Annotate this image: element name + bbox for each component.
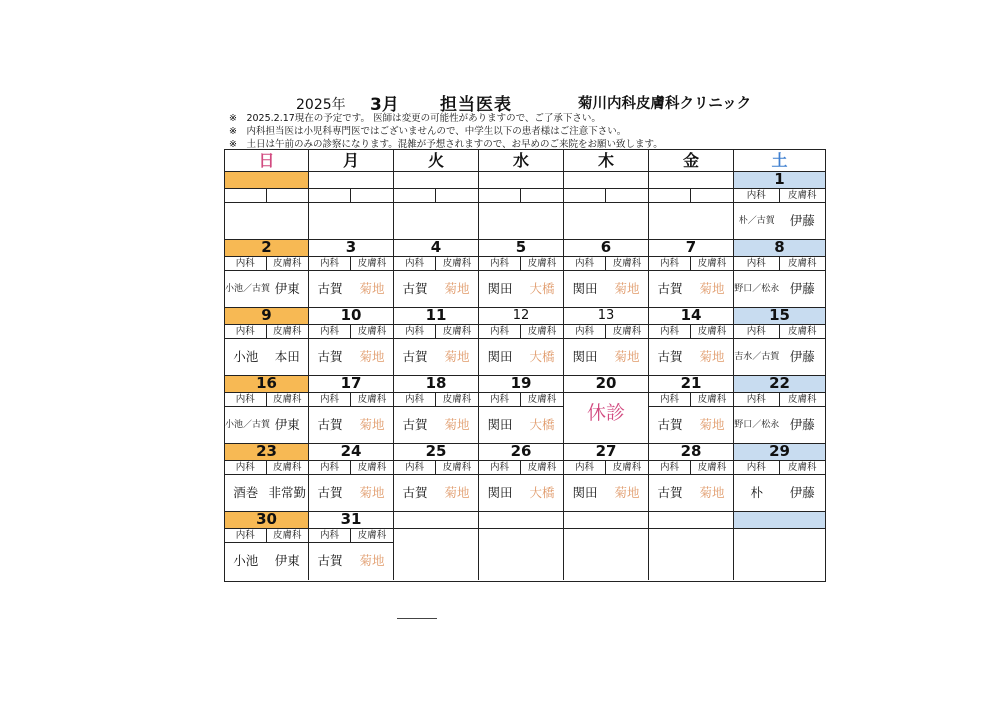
clinic-name: 菊川内科皮膚科クリニック	[578, 96, 752, 112]
doctor-hifu: 菊地	[359, 281, 385, 296]
day-number-bar	[564, 172, 648, 189]
dept-label-hifu: 皮膚科	[691, 257, 733, 271]
day-cell	[649, 308, 734, 376]
day-number: 21	[680, 374, 702, 392]
dept-label-hifu: 皮膚科	[436, 461, 478, 475]
day-cell	[394, 512, 479, 580]
doctor-hifu: 伊藤	[789, 349, 815, 364]
day-cell	[394, 376, 479, 444]
day-cell	[649, 172, 734, 240]
doctor-hifu: 大橋	[529, 417, 555, 432]
day-number: 27	[595, 442, 617, 460]
day-cell	[225, 444, 309, 512]
doctor-naika: 酒巻	[233, 485, 259, 500]
day-number-bar	[225, 512, 308, 529]
day-number-bar	[734, 240, 825, 257]
day-number-bar	[394, 512, 478, 529]
doctor-hifu: 伊藤	[789, 213, 815, 228]
day-number-bar	[479, 308, 563, 325]
day-cell	[649, 240, 734, 308]
dept-label-naika	[309, 189, 351, 203]
dept-label-hifu: 皮膚科	[780, 257, 826, 271]
day-cell	[649, 512, 734, 580]
day-number-bar	[394, 240, 478, 257]
doctor-hifu: 非常勤	[268, 485, 306, 500]
day-number-bar	[564, 376, 648, 393]
holiday-label: 休診	[586, 402, 625, 424]
day-cell	[394, 172, 479, 240]
day-cell	[225, 308, 309, 376]
doctor-naika: 関田	[487, 417, 513, 432]
dept-label-hifu: 皮膚科	[691, 461, 733, 475]
doctor-naika: 小池	[233, 349, 259, 364]
dept-label-hifu	[691, 189, 733, 203]
dept-label-hifu: 皮膚科	[521, 393, 563, 407]
dept-label-naika: 内科	[225, 529, 267, 543]
doctor-naika: 朴	[750, 485, 763, 500]
dept-label-hifu	[606, 189, 648, 203]
day-cell	[225, 172, 309, 240]
day-number-bar	[394, 172, 478, 189]
day-number-bar	[649, 376, 733, 393]
day-cell	[734, 172, 825, 240]
day-number: 8	[774, 238, 785, 256]
day-number: 23	[256, 442, 277, 460]
doctor-naika: 古賀	[657, 485, 683, 500]
day-cell	[649, 376, 734, 444]
day-number: 20	[595, 374, 617, 392]
dept-label-naika: 内科	[734, 461, 780, 475]
day-cell	[479, 444, 564, 512]
doctor-hifu: 菊地	[699, 417, 725, 432]
day-number-bar	[479, 512, 563, 529]
dept-label-naika: 内科	[394, 461, 436, 475]
day-number: 17	[340, 374, 362, 392]
day-cell	[564, 444, 649, 512]
dept-label-hifu	[521, 189, 563, 203]
doctor-naika: 古賀	[317, 417, 343, 432]
dept-label-naika	[394, 189, 436, 203]
dept-label-hifu: 皮膚科	[267, 325, 309, 339]
footer-rule	[397, 618, 437, 619]
weekday-header-sun: 日	[225, 150, 309, 172]
day-cell	[225, 376, 309, 444]
weekday-header-fri: 金	[649, 150, 734, 172]
dept-label-naika: 内科	[479, 257, 521, 271]
day-number: 16	[256, 374, 277, 392]
dept-label-hifu	[267, 189, 309, 203]
day-cell	[649, 444, 734, 512]
dept-label-naika: 内科	[309, 461, 351, 475]
doctor-hifu: 伊東	[274, 417, 300, 432]
day-number-bar	[564, 240, 648, 257]
doctor-naika: 古賀	[317, 485, 343, 500]
dept-label-hifu: 皮膚科	[267, 461, 309, 475]
doctor-naika: 関田	[487, 349, 513, 364]
dept-label-naika	[479, 189, 521, 203]
doctor-hifu: 菊地	[614, 349, 640, 364]
doctor-hifu: 大橋	[529, 485, 555, 500]
day-number-bar	[225, 240, 308, 257]
day-number-bar	[309, 376, 393, 393]
weekday-header-wed: 水	[479, 150, 564, 172]
day-number-bar	[309, 172, 393, 189]
doctor-naika: 野口／松永	[734, 420, 780, 430]
doctor-hifu: 伊藤	[789, 417, 815, 432]
doctor-hifu: 菊地	[359, 349, 385, 364]
week-row	[225, 308, 825, 376]
day-number: 19	[510, 374, 532, 392]
doctor-naika: 古賀	[657, 281, 683, 296]
dept-label-hifu: 皮膚科	[691, 325, 733, 339]
day-cell	[309, 240, 394, 308]
day-number: 25	[425, 442, 447, 460]
doctor-naika: 古賀	[657, 417, 683, 432]
dept-label-naika: 内科	[225, 257, 267, 271]
doctor-naika: 吉水／古賀	[734, 352, 780, 362]
dept-label-hifu: 皮膚科	[780, 461, 826, 475]
dept-label-naika: 内科	[394, 393, 436, 407]
day-cell	[734, 308, 825, 376]
day-cell	[564, 240, 649, 308]
day-number-bar	[479, 240, 563, 257]
dept-label-naika: 内科	[225, 325, 267, 339]
doctor-naika: 古賀	[657, 349, 683, 364]
weekday-header-row	[225, 150, 825, 172]
dept-label-hifu: 皮膚科	[351, 393, 393, 407]
day-cell	[564, 172, 649, 240]
dept-label-hifu: 皮膚科	[691, 393, 733, 407]
day-number-bar	[225, 376, 308, 393]
notes-block	[229, 112, 663, 151]
dept-label-hifu: 皮膚科	[351, 257, 393, 271]
dept-label-hifu: 皮膚科	[267, 257, 309, 271]
dept-label-naika: 内科	[564, 257, 606, 271]
day-number-bar	[649, 512, 733, 529]
dept-label-hifu: 皮膚科	[436, 325, 478, 339]
doctor-hifu: 菊地	[444, 349, 470, 364]
dept-label-hifu: 皮膚科	[351, 529, 393, 543]
day-number-bar	[225, 172, 308, 189]
dept-label-naika: 内科	[649, 325, 691, 339]
day-number-bar	[309, 308, 393, 325]
doctor-hifu: 伊東	[274, 281, 300, 296]
doctor-naika: 野口／松永	[734, 284, 780, 294]
day-number: 6	[600, 238, 612, 256]
day-number: 3	[345, 238, 357, 256]
dept-label-naika: 内科	[649, 461, 691, 475]
day-number-bar	[394, 444, 478, 461]
doctor-naika: 小池	[233, 553, 259, 568]
day-number: 7	[685, 238, 697, 256]
dept-label-naika: 内科	[309, 257, 351, 271]
day-cell	[309, 172, 394, 240]
doctor-naika: 関田	[487, 485, 513, 500]
day-number-bar	[734, 308, 825, 325]
day-number: 30	[256, 510, 277, 528]
dept-label-hifu: 皮膚科	[436, 393, 478, 407]
week-row	[225, 444, 825, 512]
day-number: 31	[340, 510, 362, 528]
day-cell	[225, 240, 309, 308]
dept-label-naika: 内科	[309, 325, 351, 339]
day-number: 13	[597, 308, 615, 323]
dept-label-hifu: 皮膚科	[436, 257, 478, 271]
dept-label-hifu: 皮膚科	[351, 461, 393, 475]
doctor-hifu: 菊地	[699, 485, 725, 500]
note-line: ※ 2025.2.17現在の予定です。 医師は変更の可能性がありますので、ご了承下さい。	[229, 113, 601, 124]
doctor-naika: 古賀	[317, 281, 343, 296]
dept-label-hifu: 皮膚科	[606, 257, 648, 271]
day-number: 28	[680, 442, 702, 460]
day-cell	[564, 308, 649, 376]
doctor-hifu: 大橋	[529, 281, 555, 296]
doctor-hifu: 菊地	[444, 281, 470, 296]
doctor-naika: 関田	[572, 485, 598, 500]
dept-label-hifu	[351, 189, 393, 203]
day-cell	[734, 240, 825, 308]
doctor-naika: 古賀	[402, 281, 428, 296]
day-number-bar	[649, 308, 733, 325]
weekday-header-mon: 月	[309, 150, 394, 172]
day-number: 2	[261, 238, 272, 256]
doctor-hifu: 伊藤	[789, 281, 815, 296]
dept-label-hifu: 皮膚科	[521, 257, 563, 271]
day-number-bar	[734, 512, 825, 529]
day-number: 24	[340, 442, 362, 460]
dept-label-naika: 内科	[479, 393, 521, 407]
day-number-bar	[564, 512, 648, 529]
dept-label-hifu: 皮膚科	[351, 325, 393, 339]
title-year: 2025年	[296, 97, 346, 113]
day-number-bar	[734, 172, 825, 189]
day-cell	[309, 308, 394, 376]
day-number-bar	[309, 444, 393, 461]
weekday-header-thu: 木	[564, 150, 649, 172]
title-month: 3月	[370, 95, 399, 115]
day-cell	[734, 444, 825, 512]
day-number-bar	[649, 172, 733, 189]
day-cell	[479, 512, 564, 580]
doctor-hifu: 菊地	[699, 281, 725, 296]
note-line: ※ 土日は午前のみの診察になります。混雑が予想されますので、お早めのご来院をお願い致します。	[229, 139, 663, 150]
day-cell	[309, 376, 394, 444]
day-number: 9	[261, 306, 272, 324]
dept-label-naika: 内科	[649, 393, 691, 407]
doctor-hifu: 菊地	[359, 417, 385, 432]
doctor-hifu: 菊地	[444, 485, 470, 500]
dept-label-hifu	[436, 189, 478, 203]
doctor-hifu: 菊地	[614, 281, 640, 296]
dept-label-naika: 内科	[225, 461, 267, 475]
doctor-hifu: 伊藤	[789, 485, 815, 500]
doctor-naika: 小池／古賀	[225, 284, 271, 294]
dept-label-naika: 内科	[649, 257, 691, 271]
day-number-bar	[309, 240, 393, 257]
day-number-bar	[225, 308, 308, 325]
day-number-bar	[564, 444, 648, 461]
week-row	[225, 240, 825, 308]
schedule-calendar	[224, 149, 826, 582]
day-number-bar	[394, 376, 478, 393]
dept-label-naika: 内科	[734, 393, 780, 407]
dept-label-hifu: 皮膚科	[780, 393, 826, 407]
week-row	[225, 376, 825, 444]
dept-label-naika: 内科	[479, 325, 521, 339]
day-number: 29	[769, 442, 790, 460]
dept-label-naika: 内科	[394, 257, 436, 271]
dept-label-hifu: 皮膚科	[267, 393, 309, 407]
dept-label-naika	[564, 189, 606, 203]
day-cell	[479, 376, 564, 444]
doctor-naika: 古賀	[402, 485, 428, 500]
day-cell	[394, 444, 479, 512]
day-cell	[309, 444, 394, 512]
dept-label-naika: 内科	[309, 393, 351, 407]
day-number: 10	[340, 306, 362, 324]
day-number-bar	[479, 376, 563, 393]
doctor-naika: 関田	[487, 281, 513, 296]
dept-label-naika: 内科	[309, 529, 351, 543]
day-cell	[734, 376, 825, 444]
day-number-bar	[564, 308, 648, 325]
dept-label-naika: 内科	[734, 257, 780, 271]
dept-label-hifu: 皮膚科	[521, 461, 563, 475]
dept-label-naika: 内科	[564, 461, 606, 475]
doctor-naika: 関田	[572, 281, 598, 296]
dept-label-naika: 内科	[564, 325, 606, 339]
day-number: 26	[510, 442, 532, 460]
dept-label-hifu: 皮膚科	[521, 325, 563, 339]
day-cell	[564, 376, 649, 444]
dept-label-naika: 内科	[394, 325, 436, 339]
doctor-hifu: 大橋	[529, 349, 555, 364]
day-number-bar	[649, 444, 733, 461]
day-number-bar	[479, 444, 563, 461]
dept-label-hifu: 皮膚科	[606, 325, 648, 339]
title-doc-name: 担当医表	[440, 95, 512, 115]
day-cell	[394, 308, 479, 376]
dept-label-hifu: 皮膚科	[780, 325, 826, 339]
day-number-bar	[225, 444, 308, 461]
doctor-hifu: 菊地	[444, 417, 470, 432]
day-number-bar	[649, 240, 733, 257]
weekday-header-sat: 土	[734, 150, 825, 172]
day-number-bar	[479, 172, 563, 189]
doctor-naika: 関田	[572, 349, 598, 364]
day-cell	[479, 240, 564, 308]
doctor-naika: 古賀	[402, 417, 428, 432]
weekday-header-tue: 火	[394, 150, 479, 172]
day-number-bar	[734, 444, 825, 461]
doctor-naika: 朴／古賀	[738, 216, 775, 226]
day-number: 18	[425, 374, 447, 392]
doctor-hifu: 菊地	[699, 349, 725, 364]
doctor-hifu: 菊地	[614, 485, 640, 500]
day-number-bar	[394, 308, 478, 325]
day-cell	[394, 240, 479, 308]
week-row	[225, 512, 825, 580]
dept-label-naika	[649, 189, 691, 203]
dept-label-naika: 内科	[734, 189, 780, 203]
day-number: 1	[774, 170, 785, 188]
day-number: 15	[769, 306, 790, 324]
doctor-hifu: 菊地	[359, 485, 385, 500]
day-cell	[734, 512, 825, 580]
dept-label-hifu: 皮膚科	[780, 189, 826, 203]
day-number: 4	[430, 238, 442, 256]
dept-label-naika: 内科	[479, 461, 521, 475]
dept-label-naika: 内科	[734, 325, 780, 339]
dept-label-naika: 内科	[225, 393, 267, 407]
doctor-hifu: 菊地	[359, 553, 385, 568]
doctor-naika: 小池／古賀	[225, 420, 271, 430]
dept-label-naika	[225, 189, 267, 203]
doctor-hifu: 本田	[274, 349, 300, 364]
dept-label-hifu: 皮膚科	[267, 529, 309, 543]
day-number: 12	[512, 308, 530, 323]
dept-label-hifu: 皮膚科	[606, 461, 648, 475]
day-number-bar	[734, 376, 825, 393]
day-number: 14	[680, 306, 702, 324]
doctor-naika: 古賀	[317, 349, 343, 364]
doctor-naika: 古賀	[402, 349, 428, 364]
day-cell	[564, 512, 649, 580]
day-cell	[225, 512, 309, 580]
note-line: ※ 内科担当医は小児科専門医ではございませんので、中学生以下の患者様はご注意下さい。	[229, 126, 627, 137]
day-cell	[309, 512, 394, 580]
day-cell	[479, 308, 564, 376]
day-cell	[479, 172, 564, 240]
document-title-line	[0, 90, 1000, 115]
week-row	[225, 172, 825, 240]
day-number: 22	[769, 374, 790, 392]
doctor-hifu: 伊東	[274, 553, 300, 568]
day-number: 5	[515, 238, 527, 256]
day-number-bar	[309, 512, 393, 529]
day-number: 11	[425, 306, 447, 324]
doctor-naika: 古賀	[317, 553, 343, 568]
